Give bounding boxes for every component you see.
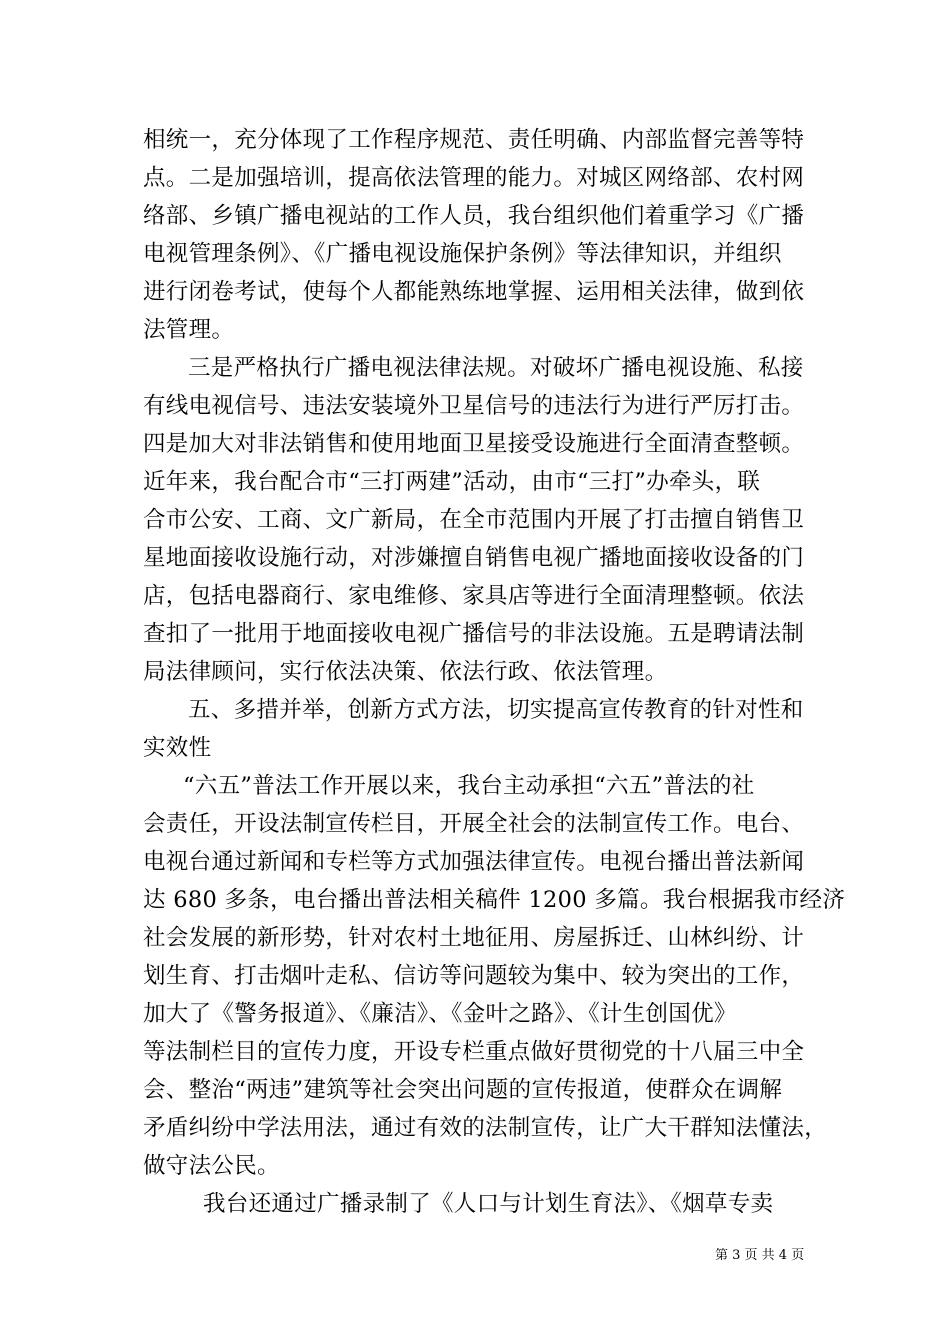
text-line: 星地面接收设施行动，对涉嫌擅自销售电视广播地面接收设备的门 bbox=[143, 545, 805, 571]
text-line: 有线电视信号、违法安装境外卫星信号的违法行为进行严厉打击。 bbox=[143, 393, 805, 419]
text-line: 法管理。 bbox=[143, 317, 235, 343]
text-line: 三是严格执行广播电视法律法规。对破坏广播电视设施、私接 bbox=[188, 355, 804, 381]
page-number-footer: 第 3 页 共 4 页 bbox=[715, 1248, 805, 1263]
text-line: “六五”普法工作开展以来，我台主动承担“六五”普法的社 bbox=[183, 773, 755, 799]
text-line: 加大了《警务报道》、《廉洁》、《金叶之路》、《计生创国优》 bbox=[143, 1001, 737, 1027]
text-line: 会、整治“两违”建筑等社会突出问题的宣传报道，使群众在调解 bbox=[143, 1077, 783, 1103]
text-line: 进行闭卷考试，使每个人都能熟练地掌握、运用相关法律，做到依 bbox=[143, 279, 805, 305]
text-line: 会责任，开设法制宣传栏目，开展全社会的法制宣传工作。电台、 bbox=[143, 811, 805, 837]
text-line: 达 680 多条，电台播出普法相关稿件 1200 多篇。我台根据我市经济 bbox=[143, 887, 846, 913]
section-heading-line: 五、多措并举，创新方式方法，切实提高宣传教育的针对性和 bbox=[188, 697, 804, 723]
text-line: 四是加大对非法销售和使用地面卫星接受设施进行全面清查整顿。 bbox=[143, 431, 805, 457]
text-line: 划生育、打击烟叶走私、信访等问题较为集中、较为突出的工作， bbox=[143, 963, 805, 989]
text-line: 相统一，充分体现了工作程序规范、责任明确、内部监督完善等特 bbox=[143, 127, 805, 153]
text-line: 做守法公民。 bbox=[143, 1153, 280, 1179]
text-line: 店，包括电器商行、家电维修、家具店等进行全面清理整顿。依法 bbox=[143, 583, 805, 609]
text-line: 电视台通过新闻和专栏等方式加强法律宣传。电视台播出普法新闻 bbox=[143, 849, 805, 875]
text-line: 查扣了一批用于地面接收电视广播信号的非法设施。五是聘请法制 bbox=[143, 621, 805, 647]
text-line: 我台还通过广播录制了《人口与计划生育法》、《烟草专卖 bbox=[203, 1191, 774, 1217]
text-line: 点。二是加强培训，提高依法管理的能力。对城区网络部、农村网 bbox=[143, 165, 805, 191]
text-line: 电视管理条例》、《广播电视设施保护条例》等法律知识，并组织 bbox=[143, 241, 782, 267]
section-heading-line: 实效性 bbox=[143, 735, 212, 761]
text-line: 矛盾纠纷中学法用法，通过有效的法制宣传，让广大干群知法懂法， bbox=[143, 1115, 828, 1141]
text-line: 络部、乡镇广播电视站的工作人员，我台组织他们着重学习《广播 bbox=[143, 203, 805, 229]
text-line: 等法制栏目的宣传力度，开设专栏重点做好贯彻党的十八届三中全 bbox=[143, 1039, 805, 1065]
text-line: 近年来，我台配合市“三打两建”活动，由市“三打”办牵头，联 bbox=[143, 469, 761, 495]
text-line: 社会发展的新形势，针对农村土地征用、房屋拆迁、山林纠纷、计 bbox=[143, 925, 805, 951]
text-line: 合市公安、工商、文广新局，在全市范围内开展了打击擅自销售卫 bbox=[143, 507, 805, 533]
text-line: 局法律顾问，实行依法决策、依法行政、依法管理。 bbox=[143, 659, 668, 685]
